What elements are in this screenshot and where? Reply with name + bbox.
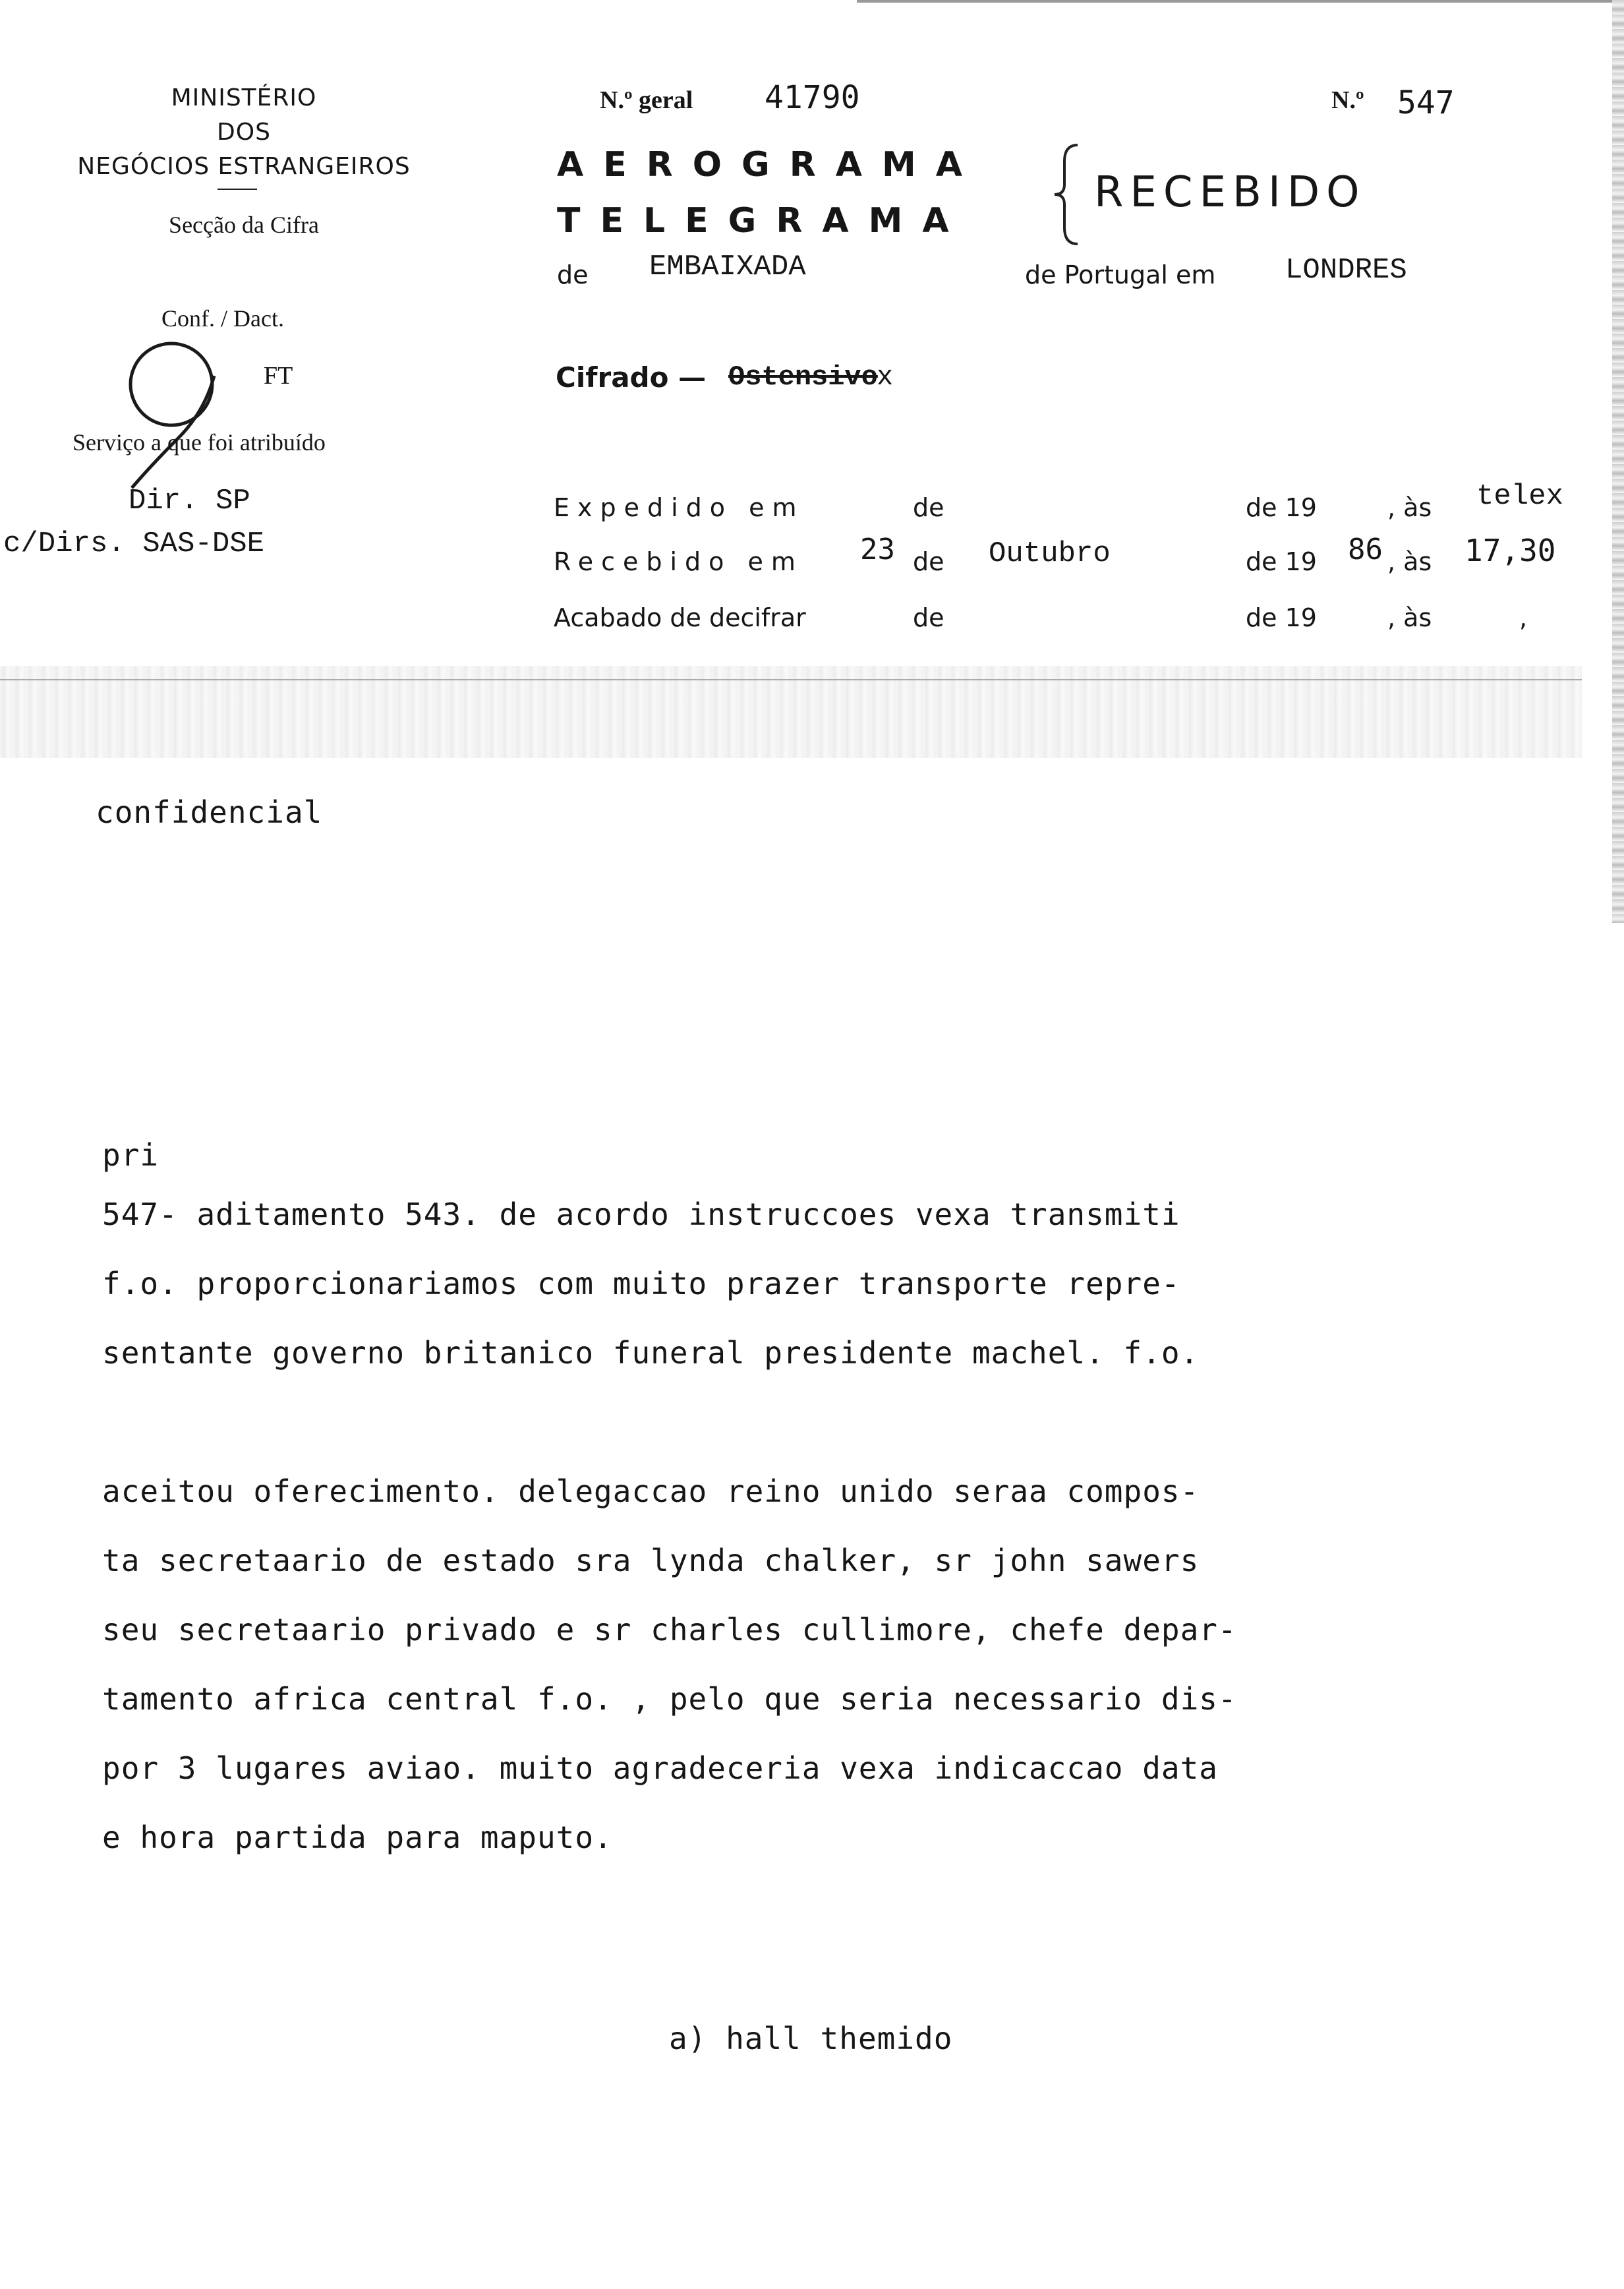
ministry-line1: MINISTÉRIO xyxy=(171,84,317,111)
city-value: LONDRES xyxy=(1285,254,1407,287)
recebido-de19: de 19 xyxy=(1246,547,1317,576)
portugal-label: de Portugal em xyxy=(1025,260,1216,289)
initials: FT xyxy=(264,362,293,390)
numero-label: N.º xyxy=(1331,86,1364,114)
expedido-as: , às xyxy=(1387,493,1432,522)
aerograma-heading: AEROGRAMA xyxy=(557,145,982,185)
recebido-year: 86 xyxy=(1348,533,1383,566)
acabado-de19: de 19 xyxy=(1246,603,1317,632)
handwritten-initial-mark xyxy=(125,333,283,491)
acabado-comma: , xyxy=(1519,603,1528,632)
message-line: sentante governo britanico funeral presidente machel. f.o. xyxy=(102,1335,1200,1371)
ostensivo-struck: Ostensivo xyxy=(728,361,878,393)
acabado-as: , às xyxy=(1387,603,1432,632)
message-line: f.o. proporcionariamos com muito prazer transporte repre- xyxy=(102,1266,1180,1301)
recebido-stamp: RECEBIDO xyxy=(1094,168,1366,217)
direction-line2: c/Dirs. SAS-DSE xyxy=(3,527,265,560)
numero-value: 547 xyxy=(1397,84,1455,121)
cifrado-label: Cifrado — xyxy=(556,361,707,394)
acabado-de: de xyxy=(913,603,944,632)
numero-geral-label: N.º geral xyxy=(600,86,693,114)
message-line: e hora partida para maputo. xyxy=(102,1820,613,1855)
message-line: seu secretaario privado e sr charles cullimore, chefe depar- xyxy=(102,1612,1237,1648)
recebido-month: Outubro xyxy=(989,537,1111,570)
recebido-de: de xyxy=(913,547,944,576)
acabado-label: Acabado de decifrar xyxy=(554,603,806,632)
scan-top-edge xyxy=(857,0,1615,3)
expedido-de19: de 19 xyxy=(1246,493,1317,522)
telegrama-heading: TELEGRAMA xyxy=(557,201,969,241)
recebido-label: Recebido em xyxy=(554,547,803,576)
de-label: de xyxy=(557,260,589,289)
signature: a) hall themido xyxy=(669,2021,953,2056)
form-divider-line xyxy=(0,679,1582,680)
recebido-as: , às xyxy=(1387,547,1432,576)
expedido-de: de xyxy=(913,493,944,522)
message-line: ta secretaario de estado sra lynda chalker, sr john sawers xyxy=(102,1543,1200,1578)
numero-geral-value: 41790 xyxy=(765,79,860,116)
ministry-line2: DOS xyxy=(217,119,271,146)
classification: confidencial xyxy=(96,794,323,830)
ministry-line3: NEGÓCIOS ESTRANGEIROS xyxy=(77,153,411,180)
conf-dact-label: Conf. / Dact. xyxy=(161,305,284,332)
direction-line1: Dir. SP xyxy=(129,485,250,518)
priority: pri xyxy=(102,1137,160,1173)
expedido-label: Expedido em xyxy=(554,493,805,522)
brace-icon xyxy=(1051,142,1084,247)
message-line: por 3 lugares aviao. muito agradeceria vexa indicaccao data xyxy=(102,1750,1218,1786)
origin-value: EMBAIXADA xyxy=(649,251,806,283)
message-line: aceitou oferecimento. delegaccao reino unido seraa compos- xyxy=(102,1473,1200,1509)
scan-right-edge xyxy=(1612,0,1624,923)
recebido-time: 17,30 xyxy=(1464,533,1556,568)
ministry-divider xyxy=(218,189,257,190)
expedido-telex: telex xyxy=(1476,480,1564,513)
message-line: tamento africa central f.o. , pelo que seria necessario dis- xyxy=(102,1681,1237,1717)
service-label: Serviço a que foi atribuído xyxy=(72,429,326,456)
ostensivo-x: x xyxy=(877,361,894,393)
recebido-day: 23 xyxy=(860,533,895,566)
section-name: Secção da Cifra xyxy=(169,212,319,238)
message-line: 547- aditamento 543. de acordo instruccoes vexa transmiti xyxy=(102,1197,1180,1232)
